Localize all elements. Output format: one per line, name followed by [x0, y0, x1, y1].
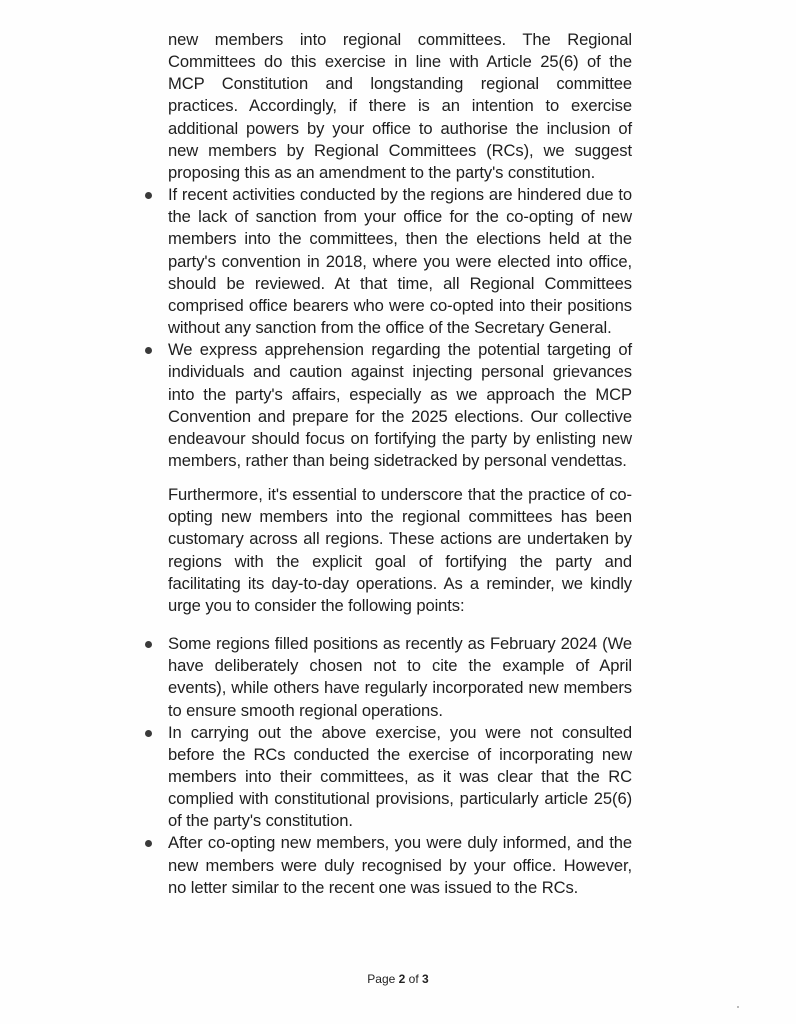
bullet-list-first	[168, 184, 632, 472]
list-item	[168, 633, 632, 722]
list-item	[168, 722, 632, 833]
intro-paragraph: new members into regional committees. The Regional Committees do this exercise in line with Article 25(6) of the MCP Constitution and longstanding regional committee practices. Accordingly, if there is an intention to exercise additional powers by your office to authorise the inclusion of new members by Regional Committees (RCs), we suggest proposing this as an amendment to the party's constitution.	[168, 30, 632, 182]
list-item	[168, 832, 632, 898]
current-page-number: 2	[398, 972, 406, 986]
total-pages-number: 3	[422, 972, 429, 986]
list-item-text: We express apprehension regarding the potential targeting of individuals and caution against injecting personal grievances into the party's affairs, especially as we approach the MCP Convention and prepare for the 2025 elections. Our collective endeavour should focus on fortifying the party by enlisting new members, rather than being sidetracked by personal vendettas.	[168, 340, 632, 470]
bullet-icon	[145, 192, 152, 199]
middle-paragraph: Furthermore, it's essential to underscore that the practice of co-opting new members into the regional committees has been customary across all regions. These actions are undertaken by regions with the explicit goal of fortifying the party and facilitating its day-to-day operations. As a reminder, we kindly urge you to consider the following points:	[168, 485, 632, 615]
list-item-text: Some regions filled positions as recently as February 2024 (We have deliberately chosen not to cite the example of April events), while others have regularly incorporated new members to ensure smooth regional operations.	[168, 634, 632, 720]
list-item	[168, 339, 632, 472]
bullet-icon	[145, 347, 152, 354]
list-item-text: After co-opting new members, you were duly informed, and the new members were duly recognised by your office. However, no letter similar to the recent one was issued to the RCs.	[168, 833, 632, 897]
of-label: of	[408, 972, 419, 986]
list-item	[168, 184, 632, 339]
bullet-icon	[145, 641, 152, 648]
bullet-icon	[145, 730, 152, 737]
bullet-icon	[145, 840, 152, 847]
scan-speck	[737, 1006, 739, 1008]
page-number-footer	[0, 972, 796, 986]
document-body	[168, 29, 632, 899]
list-item-text: In carrying out the above exercise, you were not consulted before the RCs conducted the exercise of incorporating new members into their committees, as it was clear that the RC complied with constitutional provisions, particularly article 25(6) of the party's constitution.	[168, 722, 632, 831]
list-item-text: If recent activities conducted by the regions are hindered due to the lack of sanction from your office for the co-opting of new members into the committees, then the elections held at the party's convention in 2018, where you were elected into office, should be reviewed. At that time, all Regional Committees comprised office bearers who were co-opted into their positions without any sanction from the office of the Secretary General.	[168, 185, 632, 338]
page-label: Page	[367, 972, 396, 986]
bullet-list-second	[168, 633, 632, 899]
